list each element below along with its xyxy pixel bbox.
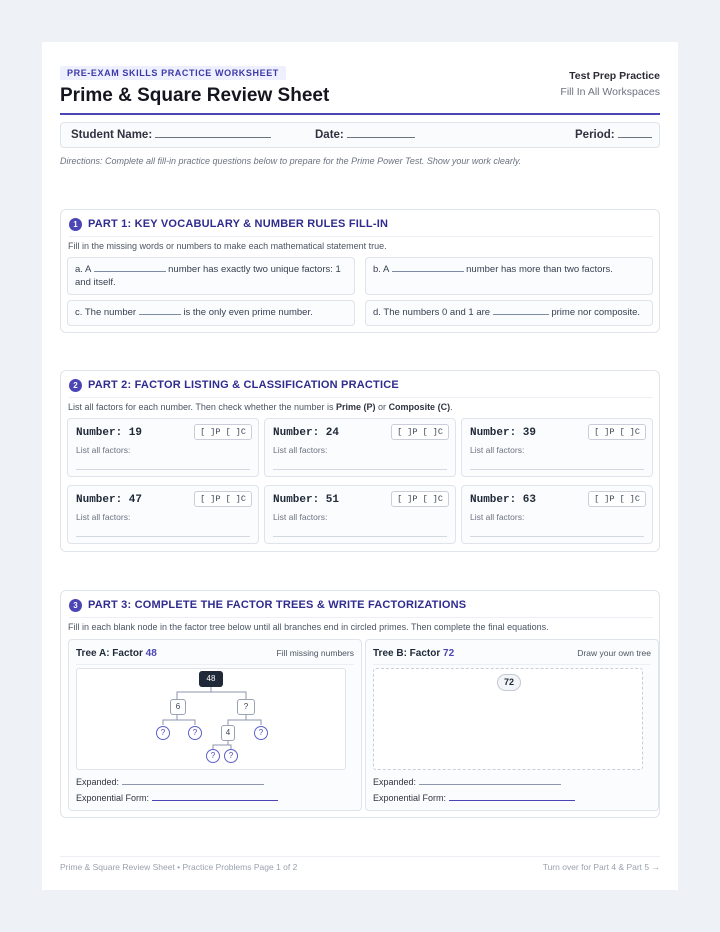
student-name-label: Student Name: — [71, 129, 153, 141]
factors-answer-line[interactable] — [470, 536, 644, 537]
part2-instr-or: or — [378, 402, 387, 412]
question-a — [67, 257, 355, 295]
part3-instructions: Fill in each blank node in the factor tree below until all branches end in circled primes. Then complete the final equations. — [68, 622, 549, 632]
part3-section — [60, 590, 660, 818]
number-label: Number: 63 — [470, 494, 537, 506]
question-a-blank[interactable] — [94, 271, 166, 272]
tree-a-divider — [76, 664, 354, 665]
part2-instr-pre: List all factors for each number. Then check whether the number is — [68, 402, 334, 412]
part2-number-badge: 2 — [69, 379, 82, 392]
tree-b-drawing-area[interactable] — [373, 668, 643, 770]
part1-instructions: Fill in the missing words or numbers to make each mathematical statement true. — [68, 241, 387, 251]
directions-text: Directions: Complete all fill-in practice questions below to prepare for the Prime Power Test. Show your work clearly. — [60, 156, 522, 166]
period-field[interactable] — [575, 129, 652, 141]
prime-composite-checkbox[interactable]: [ ]P [ ]C — [588, 424, 646, 440]
factor-card — [264, 418, 456, 477]
part3-title: PART 3: COMPLETE THE FACTOR TREES & WRITE FACTORIZATIONS — [88, 599, 467, 611]
student-name-blank[interactable] — [155, 137, 271, 138]
factors-answer-line[interactable] — [273, 536, 447, 537]
list-factors-label: List all factors: — [273, 445, 328, 455]
tree-a-root-node: 48 — [199, 671, 223, 687]
tree-a-title-text: Tree A: Factor — [76, 648, 143, 659]
tree-a-missing-node[interactable]: ? — [237, 699, 255, 715]
list-factors-label: List all factors: — [273, 512, 328, 522]
prime-composite-checkbox[interactable]: [ ]P [ ]C — [194, 424, 252, 440]
footer-left: Prime & Square Review Sheet • Practice Problems Page 1 of 2 — [60, 862, 298, 872]
question-a-post: number has exactly two unique factors: 1 and itself. — [75, 264, 341, 288]
number-label: Number: 19 — [76, 427, 143, 439]
question-c-post: is the only even prime number. — [183, 307, 313, 318]
expanded-label: Expanded: — [373, 777, 417, 787]
part1-title: PART 1: KEY VOCABULARY & NUMBER RULES FILL-IN — [88, 218, 389, 230]
footer-right: Turn over for Part 4 & Part 5 → — [542, 862, 660, 872]
tree-a-workspace — [76, 668, 346, 770]
worksheet-page — [42, 42, 678, 890]
number-label: Number: 47 — [76, 494, 143, 506]
date-blank[interactable] — [347, 137, 415, 138]
factor-card — [461, 418, 653, 477]
tree-a-value: 48 — [145, 648, 157, 659]
period-label: Period: — [575, 129, 615, 141]
part1-section — [60, 209, 660, 333]
tree-b-divider — [373, 664, 651, 665]
prime-label: Prime (P) — [336, 402, 376, 412]
tree-b-expanded — [373, 777, 561, 787]
part1-divider — [69, 236, 653, 237]
factor-card — [67, 485, 259, 544]
number-label: Number: 24 — [273, 427, 340, 439]
tree-a-prime-circle[interactable]: ? — [156, 726, 170, 740]
date-field[interactable] — [315, 129, 415, 141]
student-name-field[interactable] — [71, 129, 271, 141]
header-right-subtitle: Fill In All Workspaces — [560, 86, 660, 98]
tree-a-prime-circle[interactable]: ? — [254, 726, 268, 740]
worksheet-header — [60, 66, 660, 114]
tree-a-prime-circle[interactable]: ? — [188, 726, 202, 740]
tree-a-prime-circle[interactable]: ? — [224, 749, 238, 763]
tree-b-expanded-blank[interactable] — [419, 784, 561, 785]
part3-divider — [69, 617, 653, 618]
exponential-label: Exponential Form: — [76, 793, 150, 803]
tree-b-hint: Draw your own tree — [577, 648, 651, 658]
question-d-blank[interactable] — [493, 314, 549, 315]
tree-a-card — [68, 639, 362, 811]
factors-answer-line[interactable] — [76, 469, 250, 470]
tree-a-title — [76, 648, 157, 659]
tree-a-expanded-blank[interactable] — [122, 784, 264, 785]
tree-b-card — [365, 639, 659, 811]
list-factors-label: List all factors: — [76, 445, 131, 455]
question-d — [365, 300, 653, 326]
header-right — [560, 70, 660, 98]
worksheet-badge: PRE-EXAM SKILLS PRACTICE WORKSHEET — [60, 66, 286, 80]
exponential-label: Exponential Form: — [373, 793, 447, 803]
question-d-post: prime nor composite. — [551, 307, 641, 318]
question-a-pre: a. A — [75, 264, 91, 275]
factors-answer-line[interactable] — [470, 469, 644, 470]
factor-card — [67, 418, 259, 477]
question-d-pre: d. The numbers 0 and 1 are — [373, 307, 491, 318]
part1-number-badge: 1 — [69, 218, 82, 231]
question-b — [365, 257, 653, 295]
tree-b-title — [373, 648, 454, 659]
question-b-blank[interactable] — [392, 271, 464, 272]
period-blank[interactable] — [618, 137, 652, 138]
factor-card — [461, 485, 653, 544]
factors-answer-line[interactable] — [273, 469, 447, 470]
number-label: Number: 39 — [470, 427, 537, 439]
question-b-pre: b. A — [373, 264, 389, 275]
part2-header — [69, 379, 653, 395]
tree-a-expanded — [76, 777, 264, 787]
part3-number-badge: 3 — [69, 599, 82, 612]
tree-b-root-node: 72 — [497, 674, 521, 691]
tree-a-exponential-blank[interactable] — [152, 800, 278, 801]
tree-a-node-6: 6 — [170, 699, 186, 715]
factor-card — [264, 485, 456, 544]
name-bar — [60, 122, 660, 148]
tree-a-prime-circle[interactable]: ? — [206, 749, 220, 763]
question-c — [67, 300, 355, 326]
part1-header — [69, 218, 653, 234]
part2-divider — [69, 397, 653, 398]
question-b-post: number has more than two factors. — [466, 264, 613, 275]
tree-b-exponential — [373, 793, 575, 803]
prime-composite-checkbox[interactable]: [ ]P [ ]C — [391, 491, 449, 507]
header-divider — [60, 113, 660, 115]
tree-a-node-4: 4 — [221, 725, 235, 741]
prime-composite-checkbox[interactable]: [ ]P [ ]C — [588, 491, 646, 507]
tree-b-title-text: Tree B: Factor — [373, 648, 441, 659]
footer-divider — [60, 856, 660, 857]
prime-composite-checkbox[interactable]: [ ]P [ ]C — [391, 424, 449, 440]
page-title: Prime & Square Review Sheet — [60, 85, 330, 106]
part2-title: PART 2: FACTOR LISTING & CLASSIFICATION PRACTICE — [88, 379, 399, 391]
part2-instructions — [68, 402, 453, 412]
number-label: Number: 51 — [273, 494, 340, 506]
composite-label: Composite (C) — [388, 402, 451, 412]
tree-b-value: 72 — [443, 648, 455, 659]
list-factors-label: List all factors: — [76, 512, 131, 522]
prime-composite-checkbox[interactable]: [ ]P [ ]C — [194, 491, 252, 507]
question-c-blank[interactable] — [139, 314, 181, 315]
date-label: Date: — [315, 129, 344, 141]
header-right-title: Test Prep Practice — [569, 70, 660, 82]
part2-instr-period: . — [450, 402, 453, 412]
part3-header — [69, 599, 653, 615]
factors-answer-line[interactable] — [76, 536, 250, 537]
tree-a-exponential — [76, 793, 278, 803]
list-factors-label: List all factors: — [470, 445, 525, 455]
list-factors-label: List all factors: — [470, 512, 525, 522]
tree-a-hint: Fill missing numbers — [276, 648, 354, 658]
expanded-label: Expanded: — [76, 777, 120, 787]
part2-section — [60, 370, 660, 552]
tree-b-exponential-blank[interactable] — [449, 800, 575, 801]
question-c-pre: c. The number — [75, 307, 137, 318]
